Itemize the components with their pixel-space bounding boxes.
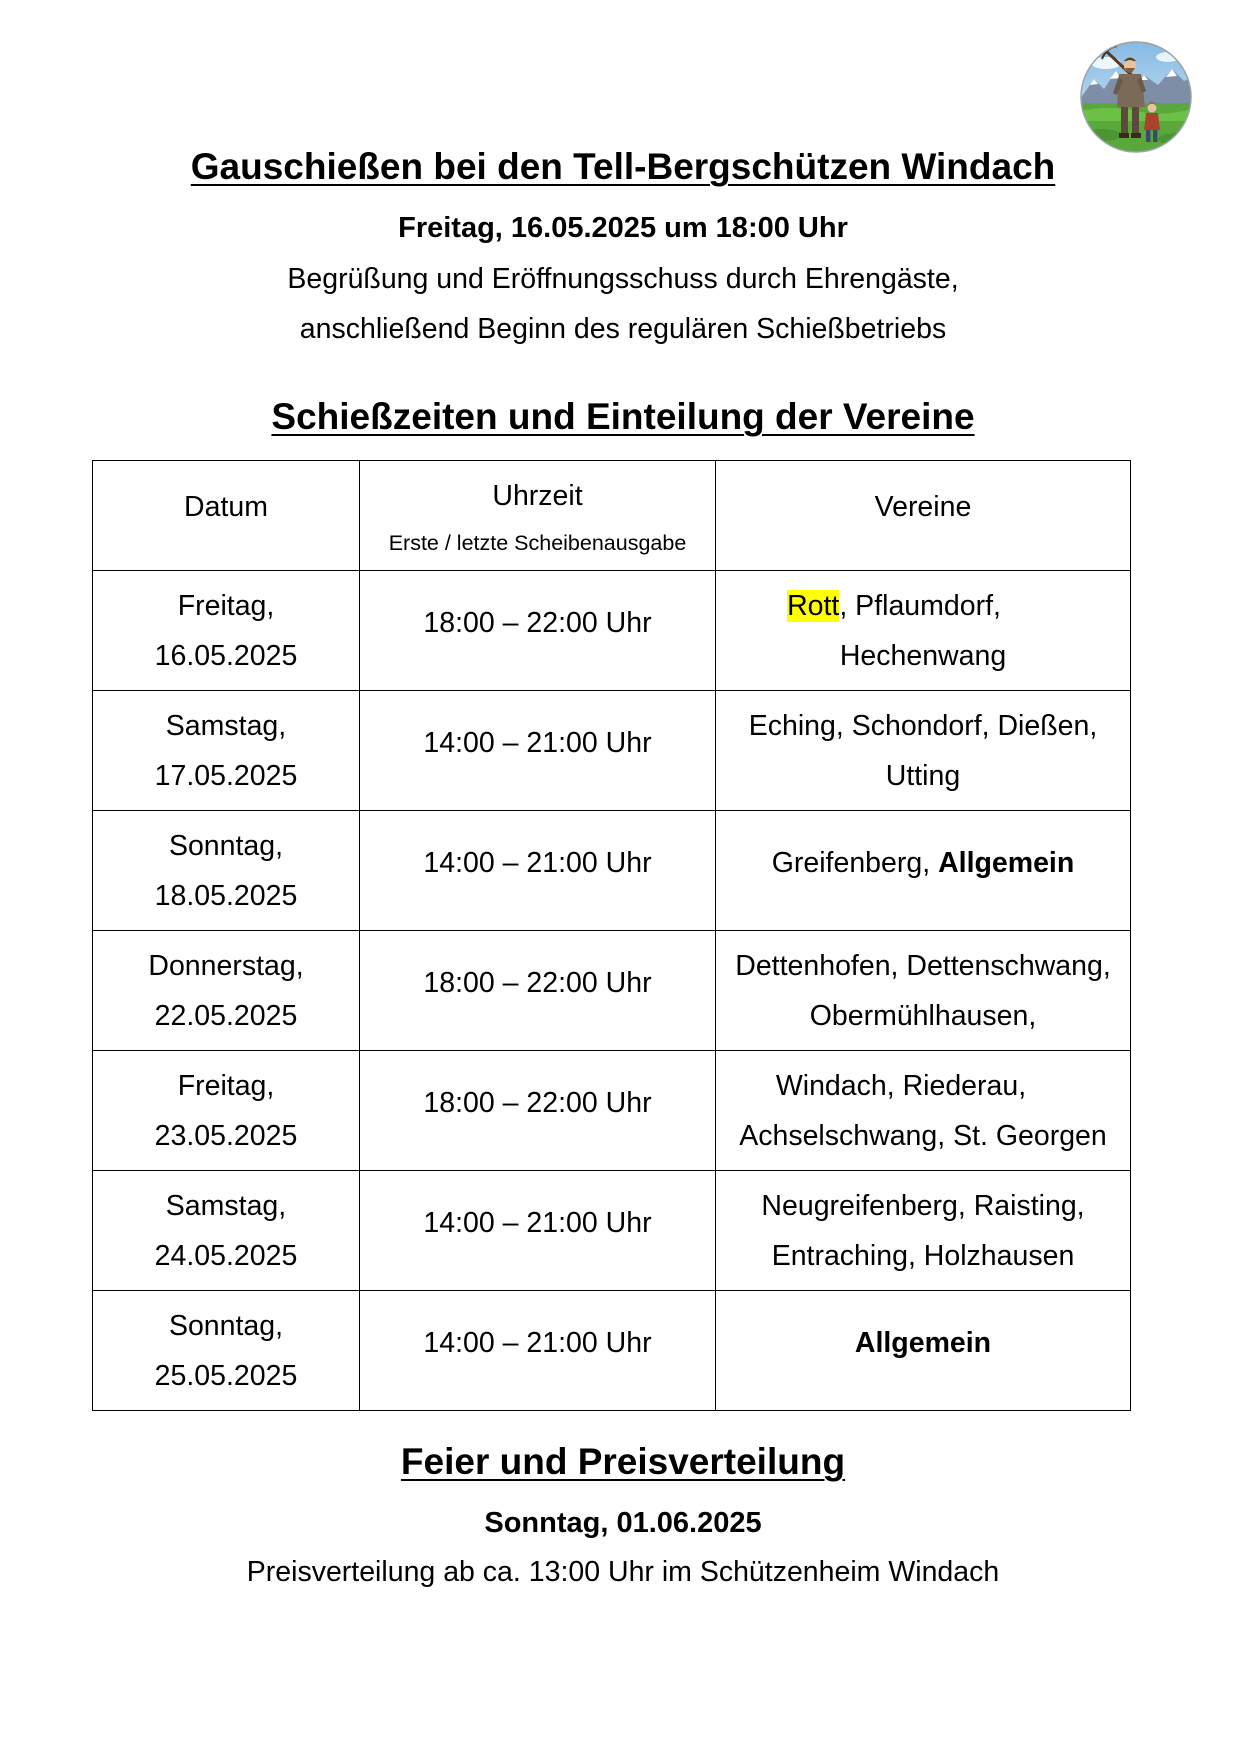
column-header-time-note: Erste / letzte Scheibenausgabe <box>388 531 687 555</box>
date-cell <box>93 691 360 811</box>
clubs-text: Greifenberg, <box>771 847 939 879</box>
date: 22.05.2025 <box>154 1000 298 1032</box>
column-header-date: Datum <box>184 491 268 523</box>
column-header-clubs: Vereine <box>874 491 972 523</box>
header-cell-date <box>93 461 360 571</box>
schedule-heading: Schießzeiten und Einteilung der Vereine <box>271 396 975 437</box>
time-range: 14:00 – 21:00 Uhr <box>423 1207 652 1239</box>
time-cell <box>360 1291 716 1411</box>
date-cell <box>93 1171 360 1291</box>
clubs-cell <box>716 691 1131 811</box>
clubs-cell <box>716 1051 1131 1171</box>
date: 18.05.2025 <box>154 880 298 912</box>
date-cell <box>93 931 360 1051</box>
table-row <box>93 1291 1131 1411</box>
clubs-line: Entraching, Holzhausen <box>771 1240 1075 1272</box>
weekday: Freitag, <box>177 1070 275 1102</box>
header-cell-time <box>360 461 716 571</box>
column-header-time: Uhrzeit <box>492 480 583 512</box>
clubs-line: Hechenwang <box>839 640 1007 672</box>
date: 23.05.2025 <box>154 1120 298 1152</box>
table-row <box>93 571 1131 691</box>
clubs-line: Eching, Schondorf, Dießen, <box>748 710 1098 742</box>
clubs-line: Windach, Riederau, <box>775 1070 1027 1102</box>
table-row <box>93 931 1131 1051</box>
time-cell <box>360 571 716 691</box>
date: 17.05.2025 <box>154 760 298 792</box>
opening-text-line: Begrüßung und Eröffnungsschuss durch Ehrengäste, <box>287 263 959 295</box>
time-range: 14:00 – 21:00 Uhr <box>423 727 652 759</box>
clubs-bold-text: Allgemein <box>938 847 1075 879</box>
opening-text-line: anschließend Beginn des regulären Schießbetriebs <box>299 313 947 345</box>
clubs-cell <box>716 931 1131 1051</box>
time-range: 14:00 – 21:00 Uhr <box>423 1327 652 1359</box>
club-emblem-icon <box>1080 41 1192 153</box>
clubs-line: Obermühlhausen, <box>809 1000 1037 1032</box>
table-row <box>93 691 1131 811</box>
date: 16.05.2025 <box>154 640 298 672</box>
weekday: Samstag, <box>165 710 287 742</box>
header-cell-clubs <box>716 461 1131 571</box>
date-cell <box>93 1051 360 1171</box>
time-cell <box>360 691 716 811</box>
time-range: 18:00 – 22:00 Uhr <box>423 607 652 639</box>
table-row <box>93 1171 1131 1291</box>
weekday: Sonntag, <box>168 1310 284 1342</box>
time-range: 18:00 – 22:00 Uhr <box>423 967 652 999</box>
clubs-line <box>687 581 1101 631</box>
table-row <box>93 811 1131 931</box>
opening-datetime: Freitag, 16.05.2025 um 18:00 Uhr <box>398 212 848 244</box>
weekday: Freitag, <box>177 590 275 622</box>
weekday: Donnerstag, <box>148 950 304 982</box>
highlighted-club: Rott <box>787 590 840 622</box>
weekday: Samstag, <box>165 1190 287 1222</box>
ceremony-date: Sonntag, 01.06.2025 <box>484 1507 762 1539</box>
time-range: 18:00 – 22:00 Uhr <box>423 1087 652 1119</box>
time-cell <box>360 811 716 931</box>
clubs-line: Dettenhofen, Dettenschwang, <box>735 950 1111 982</box>
schedule-table <box>92 460 1131 1411</box>
weekday: Sonntag, <box>168 830 284 862</box>
clubs-cell <box>716 571 1131 691</box>
clubs-line: Achselschwang, St. Georgen <box>739 1120 1107 1152</box>
page-title: Gauschießen bei den Tell-Bergschützen Windach <box>190 146 1056 187</box>
clubs-cell <box>716 1171 1131 1291</box>
clubs-line: Utting <box>885 760 961 792</box>
table-header-row <box>93 461 1131 571</box>
clubs-line <box>716 838 1130 888</box>
clubs-text: , Pflaumdorf, <box>839 590 1001 622</box>
date: 25.05.2025 <box>154 1360 298 1392</box>
date-cell <box>93 571 360 691</box>
time-cell <box>360 931 716 1051</box>
clubs-bold-text: Allgemein <box>854 1327 992 1359</box>
clubs-line: Neugreifenberg, Raisting, <box>761 1190 1085 1222</box>
time-cell <box>360 1171 716 1291</box>
time-cell <box>360 1051 716 1171</box>
clubs-cell <box>716 811 1131 931</box>
date-cell <box>93 811 360 931</box>
clubs-cell <box>716 1291 1131 1411</box>
time-range: 14:00 – 21:00 Uhr <box>423 847 652 879</box>
date-cell <box>93 1291 360 1411</box>
table-row <box>93 1051 1131 1171</box>
ceremony-text: Preisverteilung ab ca. 13:00 Uhr im Schützenheim Windach <box>246 1556 1000 1588</box>
date: 24.05.2025 <box>154 1240 298 1272</box>
ceremony-heading: Feier und Preisverteilung <box>400 1441 846 1482</box>
